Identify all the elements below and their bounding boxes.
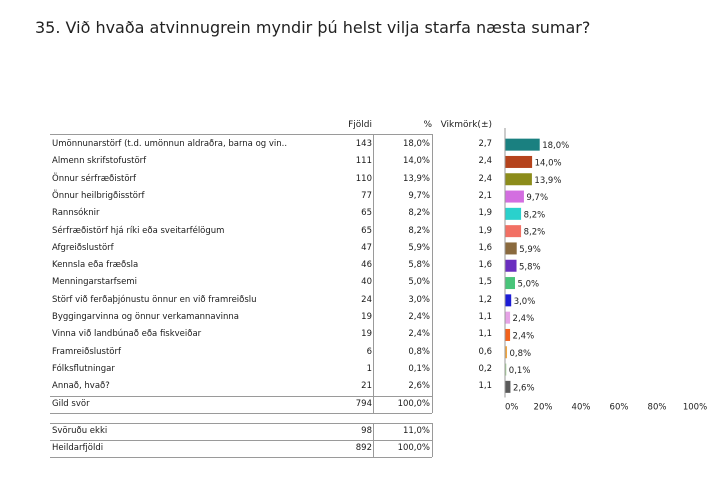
row-label: Svöruðu ekki (52, 425, 108, 436)
row-percent: 100,0% (397, 443, 430, 454)
x-tick-label: 0% (505, 402, 519, 413)
table-row (50, 223, 510, 240)
x-tick-label: 20% (533, 402, 553, 413)
row-label: Heildarfjöldi (52, 443, 104, 454)
bar (506, 191, 524, 203)
row-count: 24 (361, 294, 372, 305)
row-percent: 11,0% (402, 425, 430, 436)
row-percent: 100,0% (397, 398, 430, 409)
table-row (50, 292, 510, 309)
row-moe: 2,4 (478, 173, 492, 184)
row-percent: 5,9% (408, 242, 430, 253)
bar-value-label: 13,9% (534, 175, 562, 186)
summary-rule (50, 413, 432, 414)
row-label: Vinna við landbúnað eða fiskveiðar (52, 329, 202, 340)
bar-value-label: 5,0% (517, 279, 540, 290)
row-label: Almenn skrifstofustörf (52, 156, 147, 167)
bar (506, 277, 516, 289)
row-count: 65 (361, 208, 372, 219)
bar-value-label: 2,4% (512, 314, 535, 325)
bar (506, 139, 540, 151)
bar (506, 381, 511, 393)
row-label: Afgreiðslustörf (52, 242, 114, 253)
row-percent: 5,8% (408, 260, 430, 271)
bar (506, 312, 511, 324)
row-count: 794 (355, 398, 372, 409)
row-label: Önnur sérfræðistörf (52, 173, 137, 184)
row-label: Gild svör (52, 398, 90, 409)
moe-header: Vikmörk(±) (440, 120, 492, 130)
x-tick-label: 100% (682, 402, 708, 413)
row-count: 19 (361, 329, 372, 340)
row-count: 110 (355, 173, 372, 184)
row-percent: 3,0% (408, 294, 430, 305)
row-percent: 9,7% (408, 190, 430, 201)
bar-value-label: 0,8% (509, 348, 532, 359)
bar-value-label: 9,7% (526, 193, 549, 204)
bar-value-label: 2,4% (512, 331, 535, 342)
table-row (50, 326, 510, 343)
bar-value-label: 8,2% (523, 210, 546, 221)
row-label: Byggingarvinna og önnur verkamannavinna (52, 312, 240, 322)
row-label: Menningarstarfsemi (52, 277, 137, 288)
table-row (50, 188, 510, 205)
bar-value-label: 3,0% (513, 296, 536, 307)
percent-header: % (423, 120, 432, 130)
row-count: 19 (361, 312, 372, 322)
bar (506, 294, 512, 306)
bar (506, 208, 522, 220)
row-moe: 1,5 (478, 277, 492, 288)
table-row (50, 171, 510, 188)
row-moe: 0,2 (478, 363, 492, 374)
row-moe: 0,6 (478, 346, 492, 357)
column-divider (373, 423, 374, 458)
row-moe: 1,1 (478, 329, 492, 340)
row-count: 892 (355, 443, 372, 454)
row-label: Annað, hvað? (52, 381, 110, 392)
x-tick-label: 80% (647, 402, 667, 413)
bar (506, 242, 517, 254)
total-row (50, 440, 510, 457)
row-moe: 1,6 (478, 242, 492, 253)
row-count: 6 (366, 346, 372, 357)
row-percent: 8,2% (408, 225, 430, 236)
table-row (50, 153, 510, 170)
row-percent: 14,0% (402, 156, 430, 167)
row-label: Önnur heilbrigðisstörf (52, 190, 145, 201)
bar (506, 156, 533, 168)
table-row (50, 205, 510, 222)
column-divider (373, 134, 374, 413)
bar-chart (495, 128, 710, 418)
bar (506, 329, 511, 341)
column-divider (432, 423, 433, 458)
row-count: 77 (361, 190, 372, 201)
row-count: 47 (361, 242, 372, 253)
table-row (50, 361, 510, 378)
bar-value-label: 2,6% (512, 383, 535, 394)
row-label: Kennsla eða fræðsla (52, 260, 139, 271)
row-moe: 1,1 (478, 312, 492, 322)
row-label: Fólksflutningar (52, 363, 115, 374)
row-count: 46 (361, 260, 372, 271)
table-row (50, 309, 510, 326)
table-row (50, 136, 510, 153)
page-title: 35. Við hvaða atvinnugrein myndir þú helst vilja starfa næsta sumar? (35, 18, 591, 37)
bar-value-label: 8,2% (523, 227, 546, 238)
bar (506, 364, 507, 376)
row-count: 143 (355, 139, 372, 149)
row-percent: 5,0% (408, 277, 430, 288)
row-count: 21 (361, 381, 372, 392)
row-percent: 0,8% (408, 346, 430, 357)
bar-value-label: 14,0% (534, 158, 562, 169)
row-moe: 1,9 (478, 225, 492, 236)
row-percent: 0,1% (408, 363, 430, 374)
x-tick-label: 60% (609, 402, 629, 413)
count-header: Fjöldi (348, 120, 372, 130)
bar (506, 260, 517, 272)
no-answer-row (50, 423, 510, 440)
table-row (50, 344, 510, 361)
table-bottom-rule (50, 457, 432, 458)
row-label: Sérfræðistörf hjá ríki eða sveitarfélögum (52, 225, 225, 236)
row-moe: 2,7 (478, 139, 492, 149)
row-count: 1 (366, 363, 372, 374)
table-top-rule (50, 134, 432, 135)
row-percent: 2,4% (408, 312, 430, 322)
table-row (50, 257, 510, 274)
row-percent: 13,9% (402, 173, 430, 184)
bar (506, 173, 532, 185)
row-moe: 1,2 (478, 294, 492, 305)
row-count: 65 (361, 225, 372, 236)
row-percent: 18,0% (402, 139, 430, 149)
row-percent: 8,2% (408, 208, 430, 219)
row-percent: 2,4% (408, 329, 430, 340)
row-moe: 1,6 (478, 260, 492, 271)
row-moe: 2,4 (478, 156, 492, 167)
bar-value-label: 0,1% (508, 366, 531, 377)
row-moe: 2,1 (478, 190, 492, 201)
row-percent: 2,6% (408, 381, 430, 392)
bar-value-label: 18,0% (542, 141, 570, 152)
valid-answers-row (50, 396, 510, 413)
bar-value-label: 5,9% (519, 244, 541, 255)
x-tick-label: 40% (571, 402, 591, 413)
row-moe: 1,9 (478, 208, 492, 219)
column-divider (432, 134, 433, 413)
bar (506, 346, 508, 358)
row-label: Umönnunarstörf (t.d. umönnun aldraðra, barna og vin.. (52, 139, 288, 149)
row-label: Störf við ferðaþjónustu önnur en við framreiðslu (52, 294, 257, 305)
bar-value-label: 5,8% (519, 262, 541, 273)
bar (506, 225, 522, 237)
row-count: 111 (355, 156, 372, 167)
table-row (50, 378, 510, 395)
row-count: 98 (361, 425, 372, 436)
table-row (50, 240, 510, 257)
row-moe: 1,1 (478, 381, 492, 392)
row-count: 40 (361, 277, 372, 288)
row-label: Rannsóknir (52, 208, 100, 219)
table-row (50, 274, 510, 291)
row-label: Framreiðslustörf (52, 346, 121, 357)
